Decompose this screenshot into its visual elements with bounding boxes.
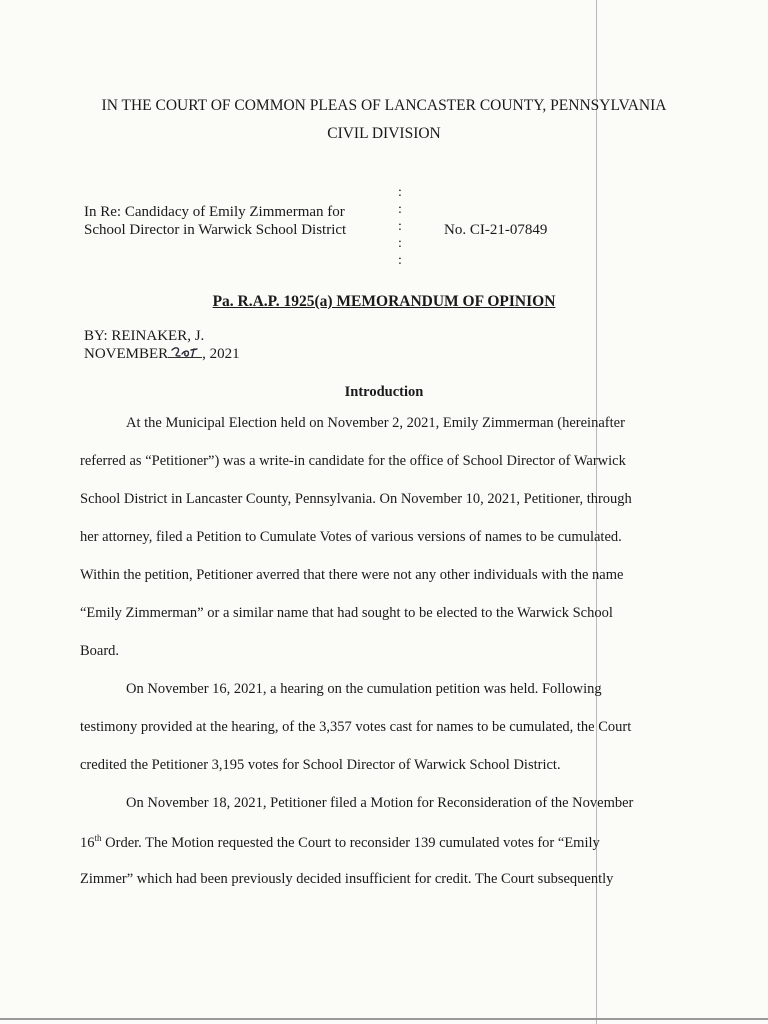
section-heading: Introduction [344, 384, 424, 400]
paragraph-line [80, 833, 600, 852]
caption-line-1: In Re: Candidacy of Emily Zimmerman for [84, 204, 345, 220]
paragraph-line: School District in Lancaster County, Pennsylvania. On November 10, 2021, Petitioner, through [80, 491, 632, 507]
caption-line-2: School Director in Warwick School District [84, 222, 347, 238]
handwritten-day-mark [170, 344, 200, 362]
ordinal-number: 16 [80, 835, 95, 851]
court-title: IN THE COURT OF COMMON PLEAS OF LANCASTER COUNTY, PENNSYLVANIA [101, 97, 667, 114]
case-caption [84, 203, 346, 239]
caption-colons [398, 184, 402, 269]
memorandum-title: Pa. R.A.P. 1925(a) MEMORANDUM OF OPINION [212, 293, 556, 310]
colon: : [398, 219, 402, 234]
paragraph-line: Board. [80, 643, 120, 659]
colon: : [398, 185, 402, 200]
page-bottom-edge [0, 1018, 768, 1020]
paragraph-line: testimony provided at the hearing, of the 3,357 votes cast for names to be cumulated, the Court [80, 719, 632, 735]
paragraph-line: Zimmer” which had been previously decided insufficient for credit. The Court subsequently [80, 871, 614, 887]
paragraph-line: her attorney, filed a Petition to Cumulate Votes of various versions of names to be cumulated. [80, 529, 622, 545]
paragraph-line: On November 18, 2021, Petitioner filed a Motion for Reconsideration of the November [126, 795, 634, 811]
paragraph-line: “Emily Zimmerman” or a similar name that had sought to be elected to the Warwick School [80, 605, 613, 621]
date-month: NOVEMBER [84, 346, 169, 362]
paragraph-line: referred as “Petitioner”) was a write-in candidate for the office of School Director of Warwick [80, 453, 626, 469]
paragraph-line: credited the Petitioner 3,195 votes for School Director of Warwick School District. [80, 757, 561, 773]
opinion-date [84, 345, 240, 363]
paragraph-line: Within the petition, Petitioner averred that there were not any other individuals with the name [80, 567, 624, 583]
date-year: , 2021 [202, 346, 240, 362]
division-title: CIVIL DIVISION [327, 125, 441, 142]
ordinal-suffix: th [94, 833, 102, 843]
colon: : [398, 202, 402, 217]
case-number: No. CI-21-07849 [444, 222, 548, 238]
judge-byline: BY: REINAKER, J. [84, 328, 205, 344]
colon: : [398, 253, 402, 268]
paragraph-line: On November 16, 2021, a hearing on the cumulation petition was held. Following [126, 681, 602, 697]
colon: : [398, 236, 402, 251]
line-text: Order. The Motion requested the Court to reconsider 139 cumulated votes for “Emily [101, 835, 600, 851]
paragraph-line: At the Municipal Election held on November 2, 2021, Emily Zimmerman (hereinafter [126, 415, 625, 431]
